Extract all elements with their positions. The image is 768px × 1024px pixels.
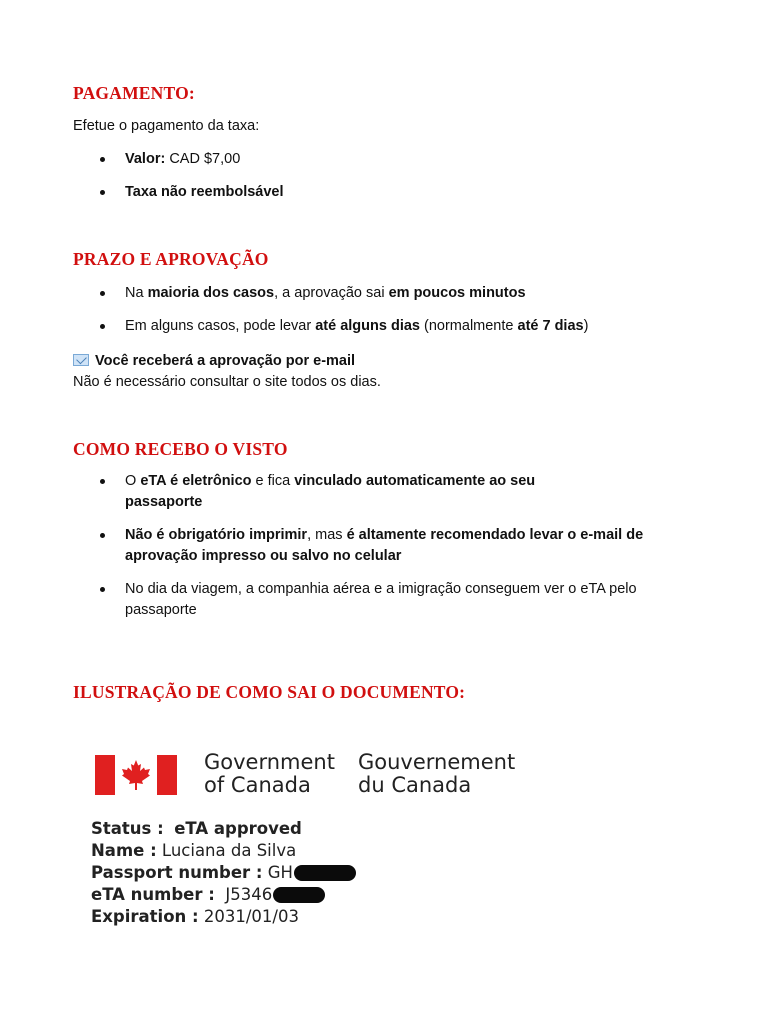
email-note (73, 351, 355, 372)
eta-expiration: Expiration : 2031/01/03 (91, 907, 299, 926)
heading-recebo: COMO RECEBO O VISTO (73, 439, 288, 459)
eta-number: eTA number : J5346 (91, 884, 325, 906)
site-note: Não é necessário consultar o site todos os dias. (73, 374, 381, 390)
list-item: Na maioria dos casos, a aprovação sai em poucos minutos (0, 283, 600, 304)
government-of-canada-logo (95, 751, 535, 799)
email-note-text: Você receberá a aprovação por e-mail (95, 353, 356, 369)
heading-pagamento: PAGAMENTO: (73, 83, 195, 103)
list-item: Não é obrigatório imprimir, mas é altamente recomendado levar o e-mail de aprovação impresso ou salvo no celular (0, 525, 655, 567)
redaction-mark (273, 887, 325, 903)
eta-name: Name : Luciana da Silva (91, 841, 297, 860)
canada-flag-icon (95, 755, 177, 795)
heading-prazo: PRAZO E APROVAÇÃO (73, 249, 269, 269)
pagamento-intro: Efetue o pagamento da taxa: (73, 118, 260, 134)
list-item: No dia da viagem, a companhia aérea e a imigração conseguem ver o eTA pelo passaporte (0, 579, 655, 621)
government-english: Government of Canada (204, 750, 335, 797)
valor-text: CAD $7,00 (165, 151, 241, 167)
eta-status: Status : eTA approved (91, 819, 302, 838)
maple-leaf-icon (120, 759, 152, 791)
list-item: Em alguns casos, pode levar até alguns dias (normalmente até 7 dias) (0, 316, 600, 337)
prazo-list (0, 283, 600, 337)
valor-label: Valor: (125, 151, 166, 167)
government-french: Gouvernement du Canada (358, 750, 516, 797)
envelope-icon (73, 354, 89, 366)
pagamento-list (0, 149, 600, 203)
list-item (0, 149, 600, 170)
heading-ilustracao: ILUSTRAÇÃO DE COMO SAI O DOCUMENTO: (73, 682, 466, 702)
taxa-text: Taxa não reembolsável (125, 184, 284, 200)
eta-passport: Passport number : GH (91, 862, 356, 884)
redaction-mark (294, 865, 356, 881)
list-item (0, 182, 600, 203)
list-item: O eTA é eletrônico e fica vinculado automaticamente ao seu passaporte (0, 471, 600, 513)
recebo-list (0, 471, 644, 621)
